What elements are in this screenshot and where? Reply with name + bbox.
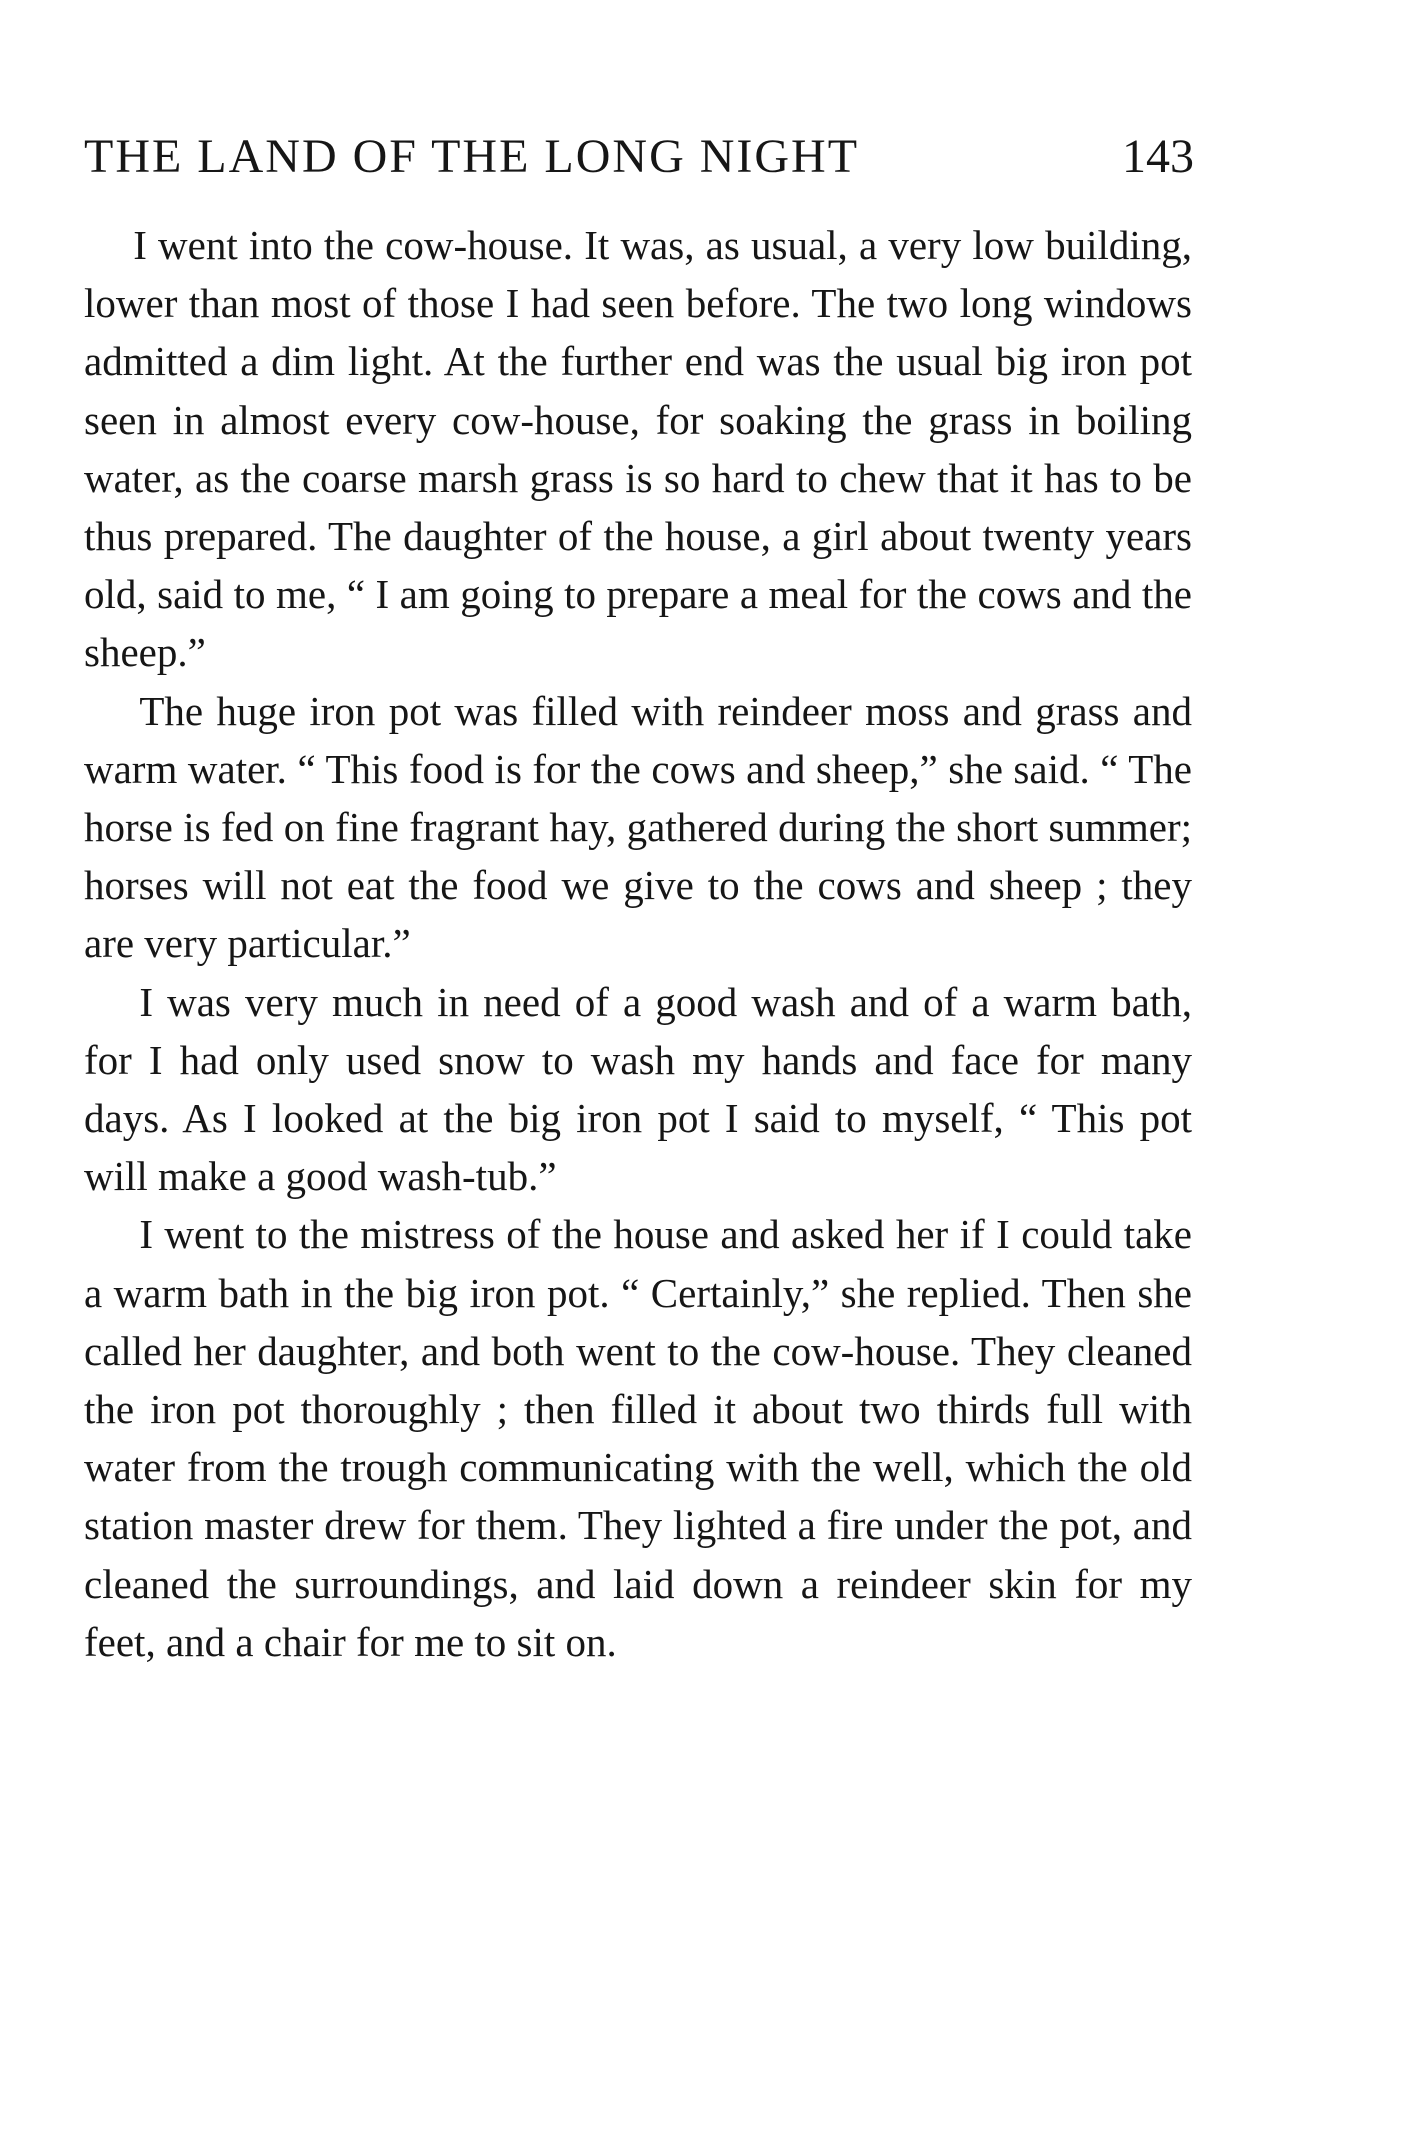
paragraph-3: I was very much in need of a good wash and of a warm bath, for I had only used snow to wash my hands and face for many days. As I looked at the big iron pot I said to myself, “ This pot will make a good wash-tub.” — [84, 978, 1192, 1200]
paragraph-1: I went into the cow-house. It was, as usual, a very low building, lower than most of those I had seen before. The two long windows admitted a dim light. At the further end was the usual big iron pot seen in almost every cow-house, for soaking the grass in boiling water, as the coarse marsh grass is so hard to chew that it has to be thus prepared. The daughter of the house, a girl about twenty years old, said to me, “ I am going to prepare a meal for the cows and the sheep.” — [84, 222, 1192, 676]
body-text — [84, 216, 1192, 1671]
page-number: 143 — [1122, 130, 1194, 183]
paragraph-2: The huge iron pot was filled with reindeer moss and grass and warm water. “ This food is for the cows and sheep,” she said. “ The horse is fed on fine fragrant hay, gathered during the short summer; horses will not eat the food we give to the cows and sheep ; they are very particular.” — [84, 687, 1192, 967]
running-title: THE LAND OF THE LONG NIGHT — [84, 130, 860, 183]
paragraph-4: I went to the mistress of the house and asked her if I could take a warm bath in the big iron pot. “ Certainly,” she replied. Then she called her daughter, and both went to the cow-house. They cleaned the iron pot thoroughly ; then filled it about two thirds full with water from the trough communicating with the well, which the old station master drew for them. They lighted a fire under the pot, and cleaned the surroundings, and laid down a reindeer skin for my feet, and a chair for me to sit on. — [84, 1211, 1192, 1665]
running-head — [84, 127, 1214, 187]
